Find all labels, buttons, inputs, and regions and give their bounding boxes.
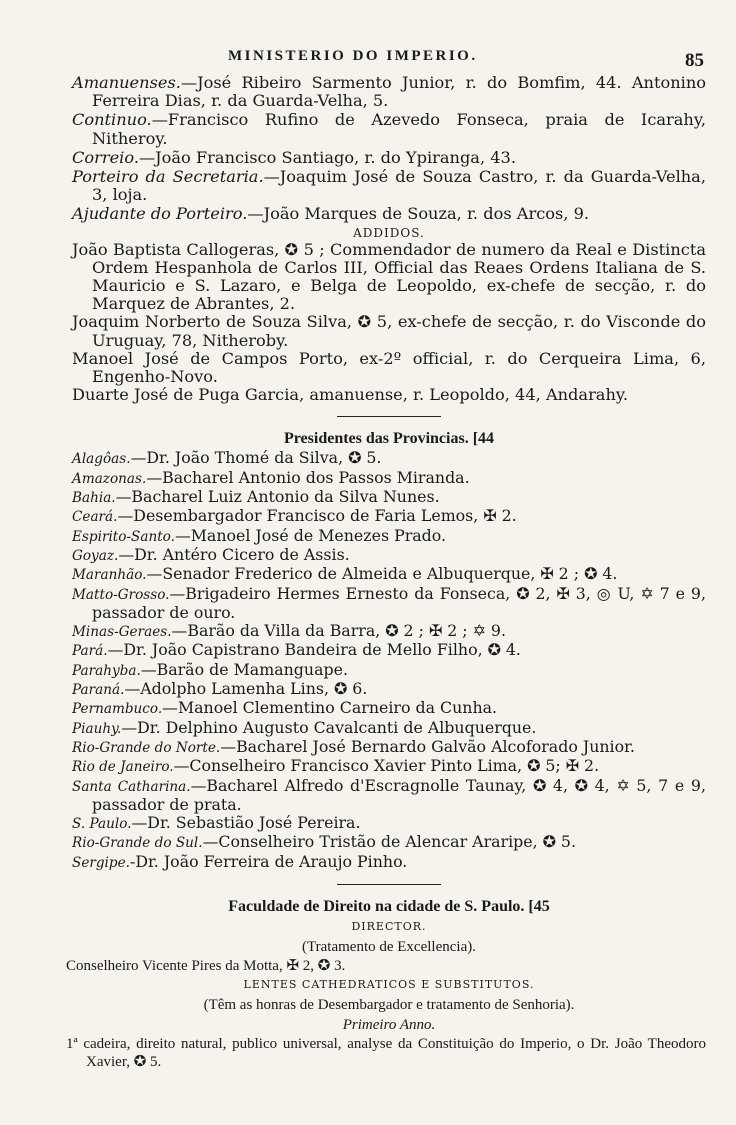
addido-entry: João Baptista Callogeras, ✪ 5 ; Commendador de numero da Real e Distincta Ordem Hespanhola de Carlos III, Official das Reaes Ordens Italiana de S. Mauricio e S. Lazaro, e Belga de Leopoldo, ex-chefe de secção, r. do Marquez de Abrantes, 2.: [72, 239, 706, 314]
running-title: MINISTERIO DO IMPERIO.: [228, 48, 478, 64]
president-entry: [72, 699, 706, 718]
president-entry: [72, 469, 706, 488]
president-entry: [72, 757, 706, 776]
president-text: —Manoel Clementino Carneiro da Cunha.: [162, 698, 498, 718]
lentes-treatment: (Têm as honras de Desembargador e tratamento de Senhoria).: [203, 996, 575, 1013]
official-entry: [72, 74, 706, 110]
president-text: —Dr. João Capistrano Bandeira de Mello Filho, ✪ 4.: [107, 640, 521, 660]
president-text: —Bacharel Antonio dos Passos Miranda.: [146, 467, 470, 487]
faculdade-heading: Faculdade de Direito na cidade de S. Paulo. [45: [228, 897, 550, 915]
province-name: Rio de Janeiro.: [72, 759, 174, 776]
director-treatment: (Tratamento de Excellencia).: [302, 938, 476, 955]
section-divider: [337, 884, 441, 885]
chair-entry: 1ª cadeira, direito natural, publico universal, analyse da Constituição do Imperio, o Dr. João Theodoro Xavier, ✪ 5.: [66, 1035, 706, 1070]
president-text: —Senador Frederico de Almeida e Albuquerque, ✠ 2 ; ✪ 4.: [146, 564, 618, 584]
president-text: —Manoel José de Menezes Prado.: [174, 525, 447, 545]
official-text: —José Ribeiro Sarmento Junior, r. do Bomfim, 44. Antonino Ferreira Dias, r. da Guarda-Velha, 5.: [92, 73, 706, 111]
president-text: —Dr. Antéro Cicero de Assis.: [118, 544, 350, 564]
year-label: Primeiro Anno.: [342, 1016, 436, 1033]
page-header: [0, 42, 736, 71]
president-entry: [72, 680, 706, 699]
official-text: —Francisco Rufino de Azevedo Fonseca, praia de Icarahy, Nitheroy.: [92, 110, 706, 148]
president-text: —Adolpho Lamenha Lins, ✪ 6.: [124, 679, 368, 699]
president-text: —Conselheiro Francisco Xavier Pinto Lima, ✪ 5; ✠ 2.: [173, 756, 600, 776]
province-name: S. Paulo.: [72, 816, 132, 833]
official-entry: [72, 149, 706, 167]
president-entry: [72, 661, 706, 680]
president-text: —Desembargador Francisco de Faria Lemos, ✠ 2.: [117, 506, 517, 526]
official-entry: [72, 168, 706, 204]
president-text: —Dr. Sebastião José Pereira.: [131, 813, 361, 833]
province-name: Sergipe.: [72, 854, 130, 871]
addido-entry: Manoel José de Campos Porto, ex-2º official, r. do Cerqueira Lima, 6, Engenho-Novo.: [72, 348, 706, 387]
addido-entry: Joaquim Norberto de Souza Silva, ✪ 5, ex-chefe de secção, r. do Visconde do Uruguay, 78, Nitheroby.: [72, 312, 706, 350]
president-entry: [72, 641, 706, 660]
province-name: Alagôas.: [72, 451, 131, 468]
addido-entry: Duarte José de Puga Garcia, amanuense, r. Leopoldo, 44, Andarahy.: [72, 385, 629, 405]
lentes-label: LENTES CATHEDRATICOS E SUBSTITUTOS.: [243, 977, 535, 991]
president-entry: [72, 738, 706, 757]
province-name: Rio-Grande do Sul.: [72, 835, 203, 852]
official-text: —João Francisco Santiago, r. do Ypiranga, 43.: [138, 147, 516, 167]
presidents-list: [72, 449, 706, 872]
president-entry: [72, 488, 706, 507]
province-name: Ceará.: [72, 509, 118, 526]
official-role: Amanuenses.: [72, 73, 181, 92]
president-entry: [72, 527, 706, 546]
president-text: —Bacharel Alfredo d'Escragnolle Taunay, ✪ 4, ✪ 4, ✡ 5, 7 e 9, passador de prata.: [92, 775, 706, 814]
president-entry: [72, 777, 706, 815]
president-entry: [72, 853, 706, 872]
section-divider: [337, 416, 441, 417]
presidents-heading: Presidentes das Provincias. [44: [283, 430, 495, 448]
province-name: Bahia.: [72, 490, 116, 507]
official-entry: [72, 111, 706, 147]
president-entry: [72, 565, 706, 584]
president-text: -Dr. João Ferreira de Araujo Pinho.: [129, 851, 408, 871]
president-entry: [72, 622, 706, 641]
president-text: —Barão de Mamanguape.: [140, 659, 348, 679]
province-name: Piauhy.: [72, 720, 122, 737]
province-name: Minas-Geraes.: [72, 624, 172, 641]
province-name: Parahyba.: [72, 662, 141, 679]
province-name: Espirito-Santo.: [72, 528, 175, 545]
president-entry: [72, 719, 706, 738]
province-name: Paraná.: [72, 682, 125, 699]
official-text: —João Marques de Souza, r. dos Arcos, 9.: [247, 204, 590, 224]
addidos-heading: ADDIDOS.: [353, 225, 425, 240]
official-role: Correio.: [72, 147, 139, 167]
president-entry: [72, 449, 706, 468]
province-name: Goyaz.: [72, 547, 119, 564]
province-name: Rio-Grande do Norte.: [72, 739, 221, 756]
president-text: —Dr. Delphino Augusto Cavalcanti de Albuquerque.: [121, 717, 537, 737]
president-text: —Bacharel Luiz Antonio da Silva Nunes.: [115, 487, 440, 507]
president-entry: [72, 833, 706, 852]
province-name: Maranhão.: [72, 567, 147, 584]
province-name: Amazonas.: [72, 470, 147, 487]
president-text: —Barão da Villa da Barra, ✪ 2 ; ✠ 2 ; ✡ 9.: [171, 621, 506, 641]
page-body: [66, 73, 706, 1071]
official-text: —Joaquim José de Souza Castro, r. da Guarda-Velha, 3, loja.: [92, 167, 706, 205]
president-text: —Brigadeiro Hermes Ernesto da Fonseca, ✪ 2, ✠ 3, ◎ U, ✡ 7 e 9, passador de ouro.: [92, 583, 706, 622]
president-text: —Bacharel José Bernardo Galvão Alcoforado Junior.: [220, 736, 635, 756]
page-number: 85: [685, 50, 704, 71]
president-text: —Conselheiro Tristão de Alencar Araripe, ✪ 5.: [202, 832, 576, 852]
province-name: Matto-Grosso.: [72, 586, 170, 603]
director-label: DIRECTOR.: [351, 919, 427, 933]
president-entry: [72, 507, 706, 526]
president-entry: [72, 814, 706, 833]
official-role: Continuo.: [72, 110, 152, 130]
province-name: Santa Catharina.: [72, 778, 191, 795]
president-text: —Dr. João Thomé da Silva, ✪ 5.: [130, 448, 382, 468]
president-entry: [72, 546, 706, 565]
president-entry: [72, 585, 706, 623]
official-role: Ajudante do Porteiro.: [72, 204, 248, 224]
province-name: Pará.: [72, 643, 108, 660]
official-entry: [72, 205, 706, 223]
province-name: Pernambuco.: [72, 701, 163, 718]
director-entry: Conselheiro Vicente Pires da Motta, ✠ 2, ✪ 3.: [66, 957, 346, 974]
official-role: Porteiro da Secretaria.: [72, 167, 264, 187]
